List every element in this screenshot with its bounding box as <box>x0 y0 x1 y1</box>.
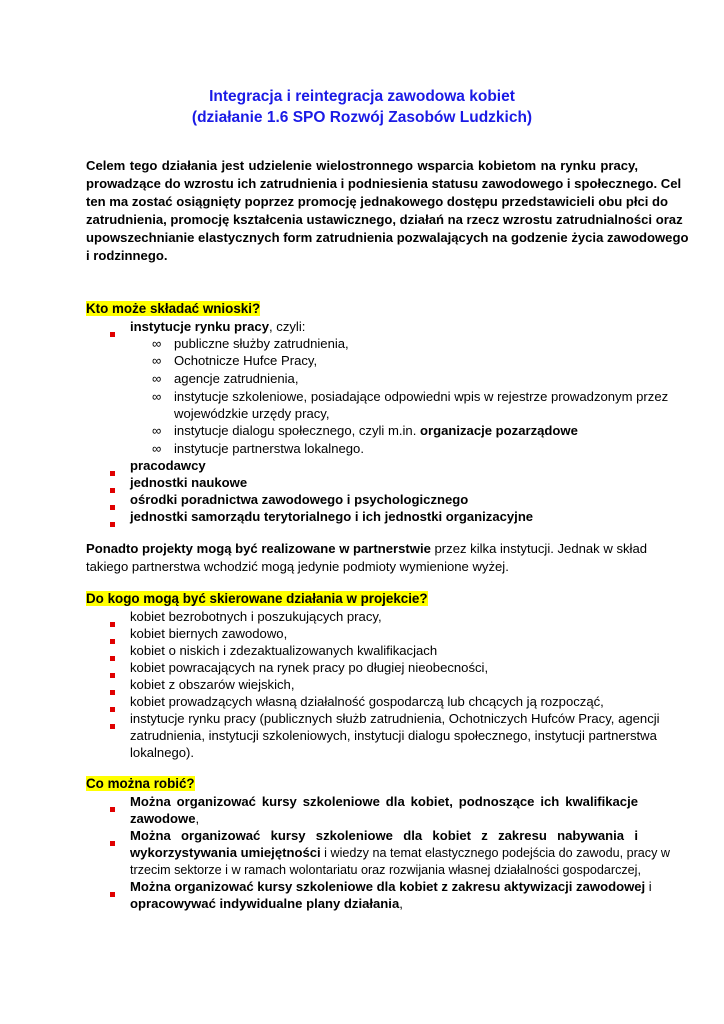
list-item: kobiet z obszarów wiejskich, <box>130 676 294 693</box>
list-item: kobiet prowadzących własną działalność gospodarczą lub chcących ją rozpocząć, <box>130 693 604 710</box>
bullet-icon <box>110 673 115 678</box>
bullet-icon <box>110 471 115 476</box>
bullet-icon <box>110 332 115 337</box>
infinity-bullet-icon: ∞ <box>152 389 162 404</box>
bullet-icon <box>110 639 115 644</box>
section-heading-activities: Co można robić? <box>86 776 195 791</box>
list-item: jednostki naukowe <box>130 474 247 491</box>
bullet-icon <box>110 807 115 812</box>
intro-line: upowszechnianie elastycznych form zatrudnienia pozwalających na godzenie życia zawodowego <box>86 230 689 245</box>
title-line-2: (działanie 1.6 SPO Rozwój Zasobów Ludzkich) <box>191 109 533 126</box>
list-item: kobiet o niskich i zdezaktualizowanych kwalifikacjach <box>130 642 437 659</box>
bullet-icon <box>110 622 115 627</box>
list-item: ośrodki poradnictwa zawodowego i psychologicznego <box>130 491 468 508</box>
bullet-icon <box>110 892 115 897</box>
list-item: instytucje rynku pracy (publicznych służb zatrudnienia, Ochotniczych Hufców Pracy, agencji zatrudnienia, instytucji szkoleniowych, instytucji dialogu społecznego, instytucji partnerstwa lokalnego). <box>130 710 638 761</box>
bullet-icon <box>110 656 115 661</box>
intro-line: ten ma zostać osiągnięty poprzez promocję jednakowego dostępu przedstawicieli obu płci do <box>86 194 669 209</box>
list-item: Można organizować kursy szkoleniowe dla kobiet z zakresu nabywania i wykorzystywania umiejętności i wiedzy na temat elastycznego podejścia do zawodu, pracy w trzecim sektorze i w ramach wolontariatu oraz rozwijania własnej działalności gospodarczej, <box>130 827 638 879</box>
sub-list-item: ∞ agencje zatrudnienia, <box>152 371 299 386</box>
bullet-icon <box>110 724 115 729</box>
infinity-bullet-icon: ∞ <box>152 423 162 438</box>
sub-list-item: ∞ publiczne służby zatrudnienia, <box>152 336 349 351</box>
list-item: kobiet powracających na rynek pracy po długiej nieobecności, <box>130 659 488 676</box>
infinity-bullet-icon: ∞ <box>152 441 162 456</box>
infinity-bullet-icon: ∞ <box>152 371 162 386</box>
title-line-1: Integracja i reintegracja zawodowa kobiet <box>209 88 515 105</box>
document-title <box>0 86 724 128</box>
sub-list-item: ∞ Ochotnicze Hufce Pracy, <box>152 353 318 368</box>
list-item: kobiet biernych zawodowo, <box>130 625 287 642</box>
intro-line: prowadzące do wzrostu ich zatrudnienia i podniesienia statusu zawodowego i społecznego. Cel <box>86 176 682 191</box>
section-heading-target-groups: Do kogo mogą być skierowane działania w projekcie? <box>86 591 428 606</box>
infinity-bullet-icon: ∞ <box>152 336 162 351</box>
intro-line: Celem tego działania jest udzielenie wielostronnego wsparcia kobietom na rynku pracy, <box>86 158 638 173</box>
bullet-icon <box>110 505 115 510</box>
intro-line: i rodzinnego. <box>86 248 168 263</box>
section-heading-applicants: Kto może składać wnioski? <box>86 301 261 316</box>
list-item: Można organizować kursy szkoleniowe dla kobiet z zakresu aktywizacji zawodowej i opracowywać indywidualne plany działania, <box>130 878 638 912</box>
bullet-icon <box>110 488 115 493</box>
list-item: instytucje rynku pracy, czyli: <box>130 318 305 335</box>
list-item: kobiet bezrobotnych i poszukujących pracy, <box>130 608 382 625</box>
infinity-bullet-icon: ∞ <box>152 353 162 368</box>
sub-list-item: ∞ instytucje szkoleniowe, posiadające odpowiedni wpis w rejestrze prowadzonym przez wojewódzkie urzędy pracy, <box>152 389 669 421</box>
partnership-paragraph: Ponadto projekty mogą być realizowane w partnerstwie przez kilka instytucji. Jednak w skład takiego partnerstwa wchodzić mogą jedynie podmioty wymienione wyżej. <box>86 541 648 574</box>
sub-list-item: ∞ instytucje dialogu społecznego, czyli m.in. organizacje pozarządowe <box>152 423 578 438</box>
bullet-icon <box>110 522 115 527</box>
list-item: jednostki samorządu terytorialnego i ich jednostki organizacyjne <box>130 508 533 525</box>
list-item: pracodawcy <box>130 457 206 474</box>
bullet-icon <box>110 841 115 846</box>
bullet-icon <box>110 707 115 712</box>
list-item: Można organizować kursy szkoleniowe dla kobiet, podnoszące ich kwalifikacje zawodowe, <box>130 793 638 827</box>
sub-list-item: ∞ instytucje partnerstwa lokalnego. <box>152 441 364 456</box>
intro-line: zatrudnienia, promocję kształcenia ustawicznego, działań na rzecz wzrostu zatrudnialności oraz <box>86 212 683 227</box>
intro-paragraph <box>86 157 689 265</box>
bullet-icon <box>110 690 115 695</box>
